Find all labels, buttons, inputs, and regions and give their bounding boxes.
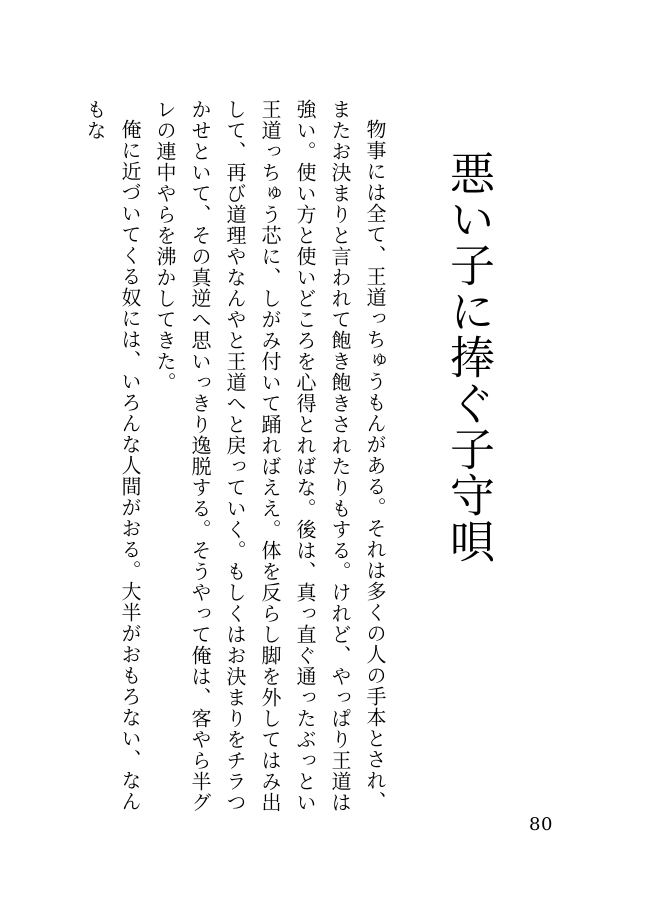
page-number: 80 [529, 814, 553, 835]
paragraph: 物事には全て、王道っちゅうもんがある。それは多くの人の手本とされ、またお決まりと言われて飽き飽きされたりもする。けれど、やっぱり王道は強い。使い方と使いどころを心得とればな。後は、真っ直ぐ通ったぶっとい王道っちゅう芯に、しがみ付いて踊ればええ。体を反らし脚を外してはみ出して、再び道理やなんやと王道へと戻っていく。もしくはお決まりをチラつかせといて、その真逆へ思いっきり逸脱する。そうやって俺は、客やら半グレの連中やらを沸かしてきた。 [153, 99, 387, 813]
chapter-title: 悪い子に捧ぐ子守唄 [442, 150, 495, 564]
body-text [83, 99, 392, 819]
paragraph: 俺に近づいてくる奴には、いろんな人間がおる。大半がおもろない、なんもな [83, 99, 142, 812]
